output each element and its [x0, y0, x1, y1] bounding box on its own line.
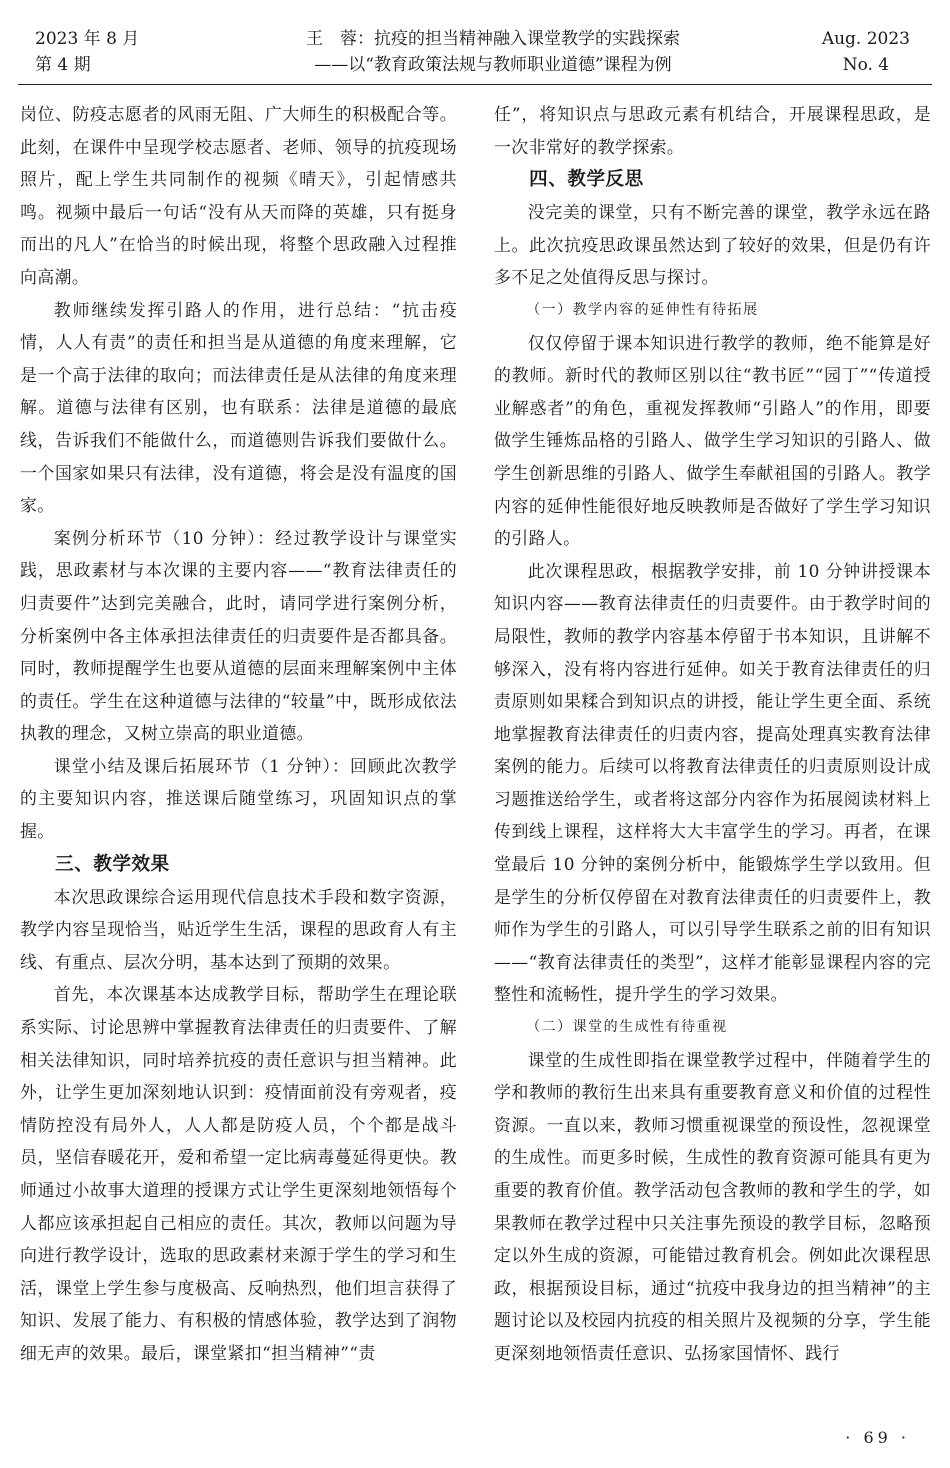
paragraph: 本次思政课综合运用现代信息技术手段和数字资源，教学内容呈现恰当，贴近学生生活，课程的思政育人有主线、有重点、层次分明，基本达到了预期的效果。 [20, 886, 457, 972]
paragraph: 首先，本次课基本达成教学目标，帮助学生在理论联系实际、讨论思辨中掌握教育法律责任的归责要件、了解相关法律知识，同时培养抗疫的责任意识与担当精神。此外，让学生更加深刻地认识到：疫情面前没有旁观者，疫情防控没有局外人，人人都是防疫人员，个个都是战斗员，坚信春暖花开，爱和希望一定比病毒蔓延得更快。教师通过小故事大道理的授课方式让学生更深刻地领悟每个人都应该承担起自己相应的责任。其次，教师以问题为导向进行教学设计，选取的思政素材来源于学生的学习和生活，课堂上学生参与度极高、反响热烈，他们坦言获得了知识、发展了能力、有积极的情感体验，教学达到了润物细无声的效果。最后，课堂紧扣“担当精神”“责 [20, 984, 457, 1363]
issue-date-en [822, 26, 910, 78]
paragraph: 仅仅停留于课本知识进行教学的教师，绝不能算是好的教师。新时代的教师区别以往“教书匠”“园丁”“传道授业解惑者”的角色，重视发挥教师“引路人”的作用，即要做学生锤炼品格的引路人、做学生学习知识的引路人、做学生创新思维的引路人、做学生奉献祖国的引路人。教学内容的延伸性能很好地反映教师是否做好了学生学习知识的引路人。 [494, 332, 931, 549]
header-date-en: Aug. 2023 [821, 29, 910, 49]
section-heading-teaching-effect: 三、教学效果 [55, 853, 170, 875]
header-title: 王 蓉：抗疫的担当精神融入课堂教学的实践探索 [306, 29, 680, 49]
header-date: 2023 年 8 月 [35, 29, 140, 49]
paragraph: 案例分析环节（10 分钟）：经过教学设计与课堂实践，思政素材与本次课的主要内容——“教育法律责任的归责要件”达到完美融合，此时，请同学进行案例分析，分析案例中各主体承担法律责任的归责要件是否都具备。同时，教师提醒学生也要从道德的层面来理解案例中主体的责任。学生在这种道德与法律的“较量”中，既形成依法执教的理念，又树立崇高的职业道德。 [20, 527, 457, 744]
right-column [494, 98, 931, 1370]
paragraph: 岗位、防疫志愿者的风雨无阻、广大师生的积极配合等。此刻，在课件中呈现学校志愿者、老师、领导的抗疫现场照片，配上学生共同制作的视频《晴天》，引起情感共鸣。视频中最后一句话“没有从天而降的英雄，只有挺身而出的凡人”在恰当的时候出现，将整个思政融入过程推向高潮。 [20, 104, 457, 287]
left-column [20, 98, 457, 1370]
header-issue: 第 4 期 [35, 55, 91, 75]
header-rule [18, 84, 932, 85]
paragraph: 此次课程思政，根据教学安排，前 10 分钟讲授课本知识内容——教育法律责任的归责要件。由于教学时间的局限性，教师的教学内容基本停留于书本知识，且讲解不够深入，没有将内容进行延伸。如关于教育法律责任的归责原则如果糅合到知识点的讲授，能让学生更全面、系统地掌握教育法律责任的归责内容，提高处理真实教育法律案例的能力。后续可以将教育法律责任的归责原则设计成习题推送给学生，或者将这部分内容作为拓展阅读材料上传到线上课程，这样将大大丰富学生的学习。再者，在课堂最后 10 分钟的案例分析中，能锻炼学生学以致用。但是学生的分析仅停留在对教育法律责任的归责要件上，教师作为学生的引路人，可以引导学生联系之前的旧有知识——“教育法律责任的类型”，这样才能彰显课程内容的完整性和流畅性，提升学生的学习效果。 [494, 560, 931, 1005]
subsection-heading-content-extension: （一）教学内容的延伸性有待拓展 [526, 301, 759, 318]
header-subtitle: ——以“教育政策法规与教师职业道德”课程为例 [314, 55, 672, 75]
running-header [0, 0, 950, 86]
paragraph: 教师继续发挥引路人的作用，进行总结：“抗击疫情，人人有责”的责任和担当是从道德的角度来理解，它是一个高于法律的取向；而法律责任是从法律的角度来理解。道德与法律有区别，也有联系：法律是道德的最底线，告诉我们不能做什么，而道德则告诉我们要做什么。一个国家如果只有法律，没有道德，将会是没有温度的国家。 [20, 299, 457, 516]
paragraph: 课堂的生成性即指在课堂教学过程中，伴随着学生的学和教师的教衍生出来具有重要教育意义和价值的过程性资源。一直以来，教师习惯重视课堂的预设性，忽视课堂的生成性。而更多时候，生成性的教育资源可能具有更为重要的教育价值。教学活动包含教师的教和学生的学，如果教师在教学过程中只关注事先预设的教学目标，忽略预定以外生成的资源，可能错过教育机会。例如此次课程思政，根据预设目标，通过“抗疫中我身边的担当精神”的主题讨论以及校园内抗疫的相关照片及视频的分享，学生能更深刻地领悟责任意识、弘扬家国情怀、践行 [494, 1049, 931, 1363]
section-heading-teaching-reflection: 四、教学反思 [529, 169, 644, 191]
paragraph: 课堂小结及课后拓展环节（1 分钟）：回顾此次教学的主要知识内容，推送课后随堂练习，巩固知识点的掌握。 [20, 755, 457, 842]
paragraph: 没完美的课堂，只有不断完善的课堂，教学永远在路上。此次抗疫思政课虽然达到了较好的效果，但是仍有许多不足之处值得反思与探讨。 [494, 202, 931, 288]
header-issue-en: No. 4 [842, 55, 890, 75]
page-number: · 69 · [845, 1428, 910, 1447]
article-title-header [0, 26, 950, 78]
subsection-heading-generativity: （二）课堂的生成性有待重视 [526, 1019, 728, 1036]
paragraph: 任”，将知识点与思政元素有机结合，开展课程思政，是一次非常好的教学探索。 [494, 104, 931, 157]
